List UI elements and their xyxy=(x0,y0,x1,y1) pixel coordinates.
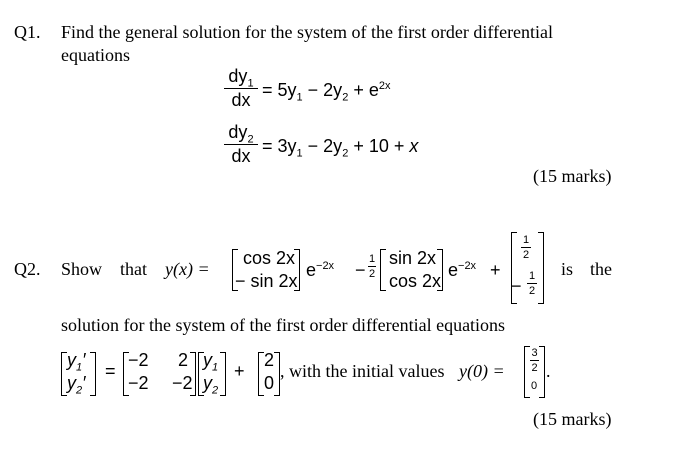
q2-b1: 2 xyxy=(264,350,275,370)
q2-m2-left-bracket xyxy=(380,249,386,291)
q1-eq1-derivative: $\frac{dy_1}{dx}$ xyxy=(224,66,258,111)
q2-m1-bottom: − sin 2x xyxy=(235,271,298,291)
q1-marks: (15 marks) xyxy=(533,166,612,186)
q2-A11: −2 xyxy=(128,350,149,370)
q2-lhs-top: $y_1'$ xyxy=(67,350,86,374)
q1-text-line1: Find the general solution for the system of the first order differential xyxy=(61,22,554,42)
q2-m2-bottom: cos 2x xyxy=(389,271,442,291)
q2-equals: = xyxy=(105,361,116,381)
q2-line2: solution for the system of the first order differential equations xyxy=(61,315,506,335)
q2-vec-bottom-sign: − xyxy=(511,276,522,296)
q2-lhs-bottom: $y_2'$ xyxy=(67,373,86,397)
q2-vec-top: $\frac{1}{2}$ xyxy=(522,234,530,261)
q2-A21: −2 xyxy=(128,373,149,393)
q2-plus2: + xyxy=(234,361,245,381)
q2-init-text: , with the initial values xyxy=(280,361,445,381)
q1-number: Q1. xyxy=(14,22,41,42)
q2-c-right-bracket xyxy=(539,346,545,398)
q2-minus: − xyxy=(355,260,366,280)
q2-A12: 2 xyxy=(178,350,189,370)
q2-vec-bottom: $\frac{1}{2}$ xyxy=(528,270,536,297)
q2-Y1: $y_1$ xyxy=(203,350,219,374)
q2-number: Q2. xyxy=(14,259,41,279)
q2-plus: + xyxy=(490,260,501,280)
q2-m2-right-bracket xyxy=(437,249,443,291)
q2-m2-top: sin 2x xyxy=(389,248,437,268)
q2-vec-right-bracket xyxy=(538,232,544,304)
q2-show: Show xyxy=(61,259,103,279)
q2-half: $\frac{1}{2}$ xyxy=(368,253,376,280)
q2-yx: y(x) = xyxy=(165,259,210,279)
q2-Y-right-bracket xyxy=(220,352,226,396)
q2-is: is xyxy=(561,259,574,279)
q2-exp1: $e^{-2x}$ xyxy=(306,260,335,280)
q2-that: that xyxy=(120,259,147,279)
q2-the: the xyxy=(590,259,612,279)
q2-m1-right-bracket xyxy=(294,249,300,291)
q1-eq1-rhs: = $5y_1 - 2y_2 + e^{2x}$ xyxy=(262,80,391,104)
q2-c-top: $\frac{3}{2}$ xyxy=(531,347,538,374)
q1-text-line2: equations xyxy=(61,45,130,65)
q1-eq2-derivative: $\frac{dy_2}{dx}$ xyxy=(224,122,258,167)
q2-c-bottom: 0 xyxy=(531,380,538,392)
q2-y0: y(0) = xyxy=(459,361,505,381)
q2-Y2: $y_2$ xyxy=(203,373,219,397)
q2-m1-top: cos 2x xyxy=(243,248,296,268)
q2-marks: (15 marks) xyxy=(533,409,612,429)
q2-A22: −2 xyxy=(172,373,193,393)
q1-eq2-rhs: = $3y_1 - 2y_2 + 10 + x$ xyxy=(262,136,419,160)
q2-exp2: $e^{-2x}$ xyxy=(448,260,477,280)
q2-lhs-right-bracket xyxy=(90,352,96,396)
q2-period: . xyxy=(546,361,551,381)
q2-b2: 0 xyxy=(264,373,275,393)
q2-A-right-bracket xyxy=(190,352,196,396)
